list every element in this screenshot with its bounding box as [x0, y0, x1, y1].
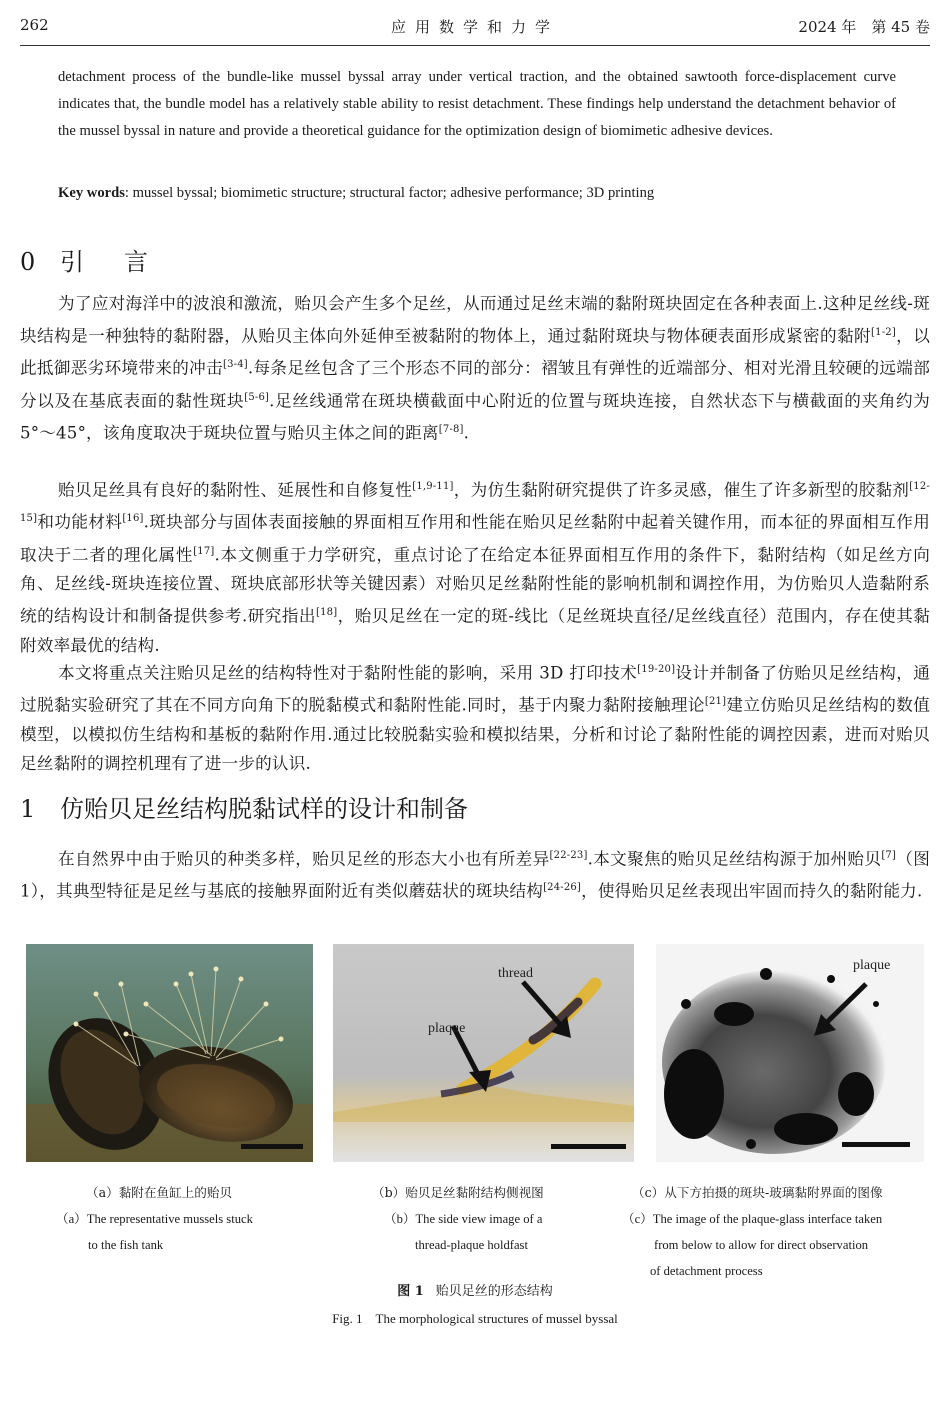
citation: [1,9-11] [412, 481, 454, 492]
caption-a-en-line1: （a）The representative mussels stuck [56, 1212, 253, 1226]
citation: [16] [122, 513, 144, 525]
caption-c-en-line2: from below to allow for direct observation [654, 1238, 869, 1252]
text-run: ，为仿生黏附研究提供了许多灵感，催生了许多新型的胶黏剂 [453, 480, 910, 500]
text-run: 本文将重点关注贻贝足丝的结构特性对于黏附性能的影响，采用 3D 打印技术 [58, 663, 638, 683]
caption-b [372, 1180, 632, 1258]
paragraph-4 [20, 842, 930, 907]
keywords-label: Key words [58, 185, 125, 201]
paragraph-3 [20, 656, 930, 779]
citation: [12-15] [20, 481, 930, 525]
volume-info: 2024 年 第 45 卷 [798, 18, 930, 36]
citation: [24-26] [543, 882, 582, 894]
caption-a-zh: （a）黏附在鱼缸上的贻贝 [86, 1185, 233, 1200]
plaque-interface-image [656, 944, 924, 1162]
text-run: .本文侧重于力学研究，重点讨论了在给定本征界面相互作用的条件下，黏附结构（如足丝方向角、足丝线-斑块连接位置、斑块底部形状等关键因素）对贻贝足丝黏附性能的影响机制和调控作用，为仿贻贝人造黏附系统的结构设计和制备提供参考.研究指出 [20, 545, 930, 626]
text-run: .斑块部分与固体表面接触的界面相互作用和性能在贻贝足丝黏附中起着关键作用，而本征的界面相互作用取决于二者的理化属性 [20, 512, 931, 565]
plaque-label: plaque [428, 1021, 466, 1036]
mussel-tank-image [26, 944, 313, 1162]
text-run: 建立仿贻贝足丝结构的数值模型，以模拟仿生结构和基板的黏附作用.通过比较脱黏实验和模拟结果，分析和讨论了黏附性能的调控因素，进而对贻贝足丝黏附的调控机理有了进一步的认识. [20, 695, 930, 773]
figure-1a-photo [26, 944, 313, 1162]
figure-1b-photo [333, 944, 634, 1162]
citation: [7] [881, 850, 897, 861]
text-run: . [463, 423, 470, 443]
citation: [7-8] [438, 424, 464, 436]
text-run: ，使得贻贝足丝表现出牢固而持久的黏附能力. [581, 881, 923, 901]
paragraph-2 [20, 473, 930, 661]
journal-title: 应用数学和力学 [390, 18, 559, 36]
section-number: 0 [20, 248, 36, 276]
figure-label: 图 1 [397, 1284, 424, 1299]
citation: [22-23] [549, 850, 588, 861]
caption-c-en-line1: （c）The image of the plaque-glass interface taken [622, 1212, 883, 1226]
text-run: （图 1），其典型特征是足丝与基底的接触界面附近有类似蘑菇状的斑块结构 [20, 849, 930, 901]
caption-a-en-line2: to the fish tank [88, 1238, 164, 1252]
citation: [21] [704, 696, 727, 708]
citation: [3-4] [223, 359, 248, 371]
text-run: .本文聚焦的贻贝足丝结构源于加州贻贝 [587, 849, 882, 869]
page-number: 262 [20, 16, 49, 34]
text-run: 和功能材料 [37, 512, 123, 532]
section-title: 仿贻贝足丝结构脱黏试样的设计和制备 [60, 795, 468, 823]
citation: [17] [193, 545, 215, 557]
keywords-sep: : [124, 185, 129, 201]
figure-title-text: 贻贝足丝的形态结构 [435, 1284, 553, 1299]
caption-b-en-line1: （b）The side view image of a [384, 1212, 543, 1226]
thread-label: thread [498, 966, 533, 981]
keywords [58, 180, 896, 206]
citation: [18] [316, 607, 338, 619]
citation: [5-6] [244, 391, 270, 403]
caption-c-en-line3: of detachment process [650, 1264, 763, 1278]
section-title: 引言 [60, 248, 188, 276]
header-rule [20, 45, 930, 46]
text-run: .足丝线通常在斑块横截面中心附近的位置与斑块连接，自然状态下与横截面的夹角约为 5°～45°，该角度取决于斑块位置与贻贝主体之间的距离 [20, 391, 930, 443]
figure-title-en: Fig. 1 The morphological structures of mussel byssal [332, 1311, 618, 1326]
text-run: 贻贝足丝具有良好的黏附性、延展性和自修复性 [58, 480, 413, 500]
caption-b-en-line2: thread-plaque holdfast [415, 1238, 528, 1252]
caption-c [622, 1180, 942, 1284]
text-run: .每条足丝包含了三个形态不同的部分：褶皱且有弹性的近端部分、相对光滑且较硬的远端部分以及在基底表面的黏性斑块 [20, 358, 930, 411]
caption-c-zh: （c）从下方拍摄的斑块-玻璃黏附界面的图像 [632, 1185, 883, 1200]
plaque-label: plaque [853, 958, 891, 973]
text-run: ，贻贝足丝在一定的斑-线比（足丝斑块直径/足丝线直径）范围内，存在使其黏附效率最优的结构. [20, 606, 930, 655]
abstract-text: detachment process of the bundle-like mussel byssal array under vertical traction, and the obtained sawtooth force-displacement curve indicates that, the bundle model has a relatively stable ability to resist detachment. These findings help understand the detachment behavior of the mussel byssal in nature and provide a theoretical guidance for the optimization design of biomimetic adhesive devices. [58, 69, 896, 139]
text-run: 设计并制备了仿贻贝足丝结构，通过脱黏实验研究了其在不同方向角下的脱黏模式和黏附性能.同时，基于内聚力黏附接触理论 [20, 663, 931, 715]
thread-plaque-image [333, 944, 634, 1162]
citation: [1-2] [871, 326, 896, 338]
section-0-heading [20, 246, 188, 278]
running-header [20, 16, 930, 42]
figure-1c-photo [656, 944, 924, 1162]
paragraph-1 [20, 290, 930, 449]
text-run: 为了应对海洋中的波浪和激流，贻贝会产生多个足丝，从而通过足丝末端的黏附斑块固定在各种表面上.这种足丝线-斑块结构是一种独特的黏附器，从贻贝主体向外延伸至被黏附的物体上，通过黏附斑块与物体硬表面形成紧密的黏附 [20, 294, 930, 346]
section-1-heading [20, 793, 468, 825]
section-number: 1 [20, 795, 36, 823]
text-run: ，以此抵御恶劣环境带来的冲击 [20, 326, 930, 378]
figure-title-zh [0, 1280, 950, 1299]
citation: [19-20] [637, 664, 676, 675]
caption-b-zh: （b）贻贝足丝黏附结构侧视图 [372, 1185, 544, 1200]
caption-a [56, 1180, 316, 1258]
text-run: 在自然界中由于贻贝的种类多样，贻贝足丝的形态大小也有所差异 [58, 849, 550, 869]
keywords-text: mussel byssal; biomimetic structure; structural factor; adhesive performance; 3D printing [132, 185, 655, 201]
